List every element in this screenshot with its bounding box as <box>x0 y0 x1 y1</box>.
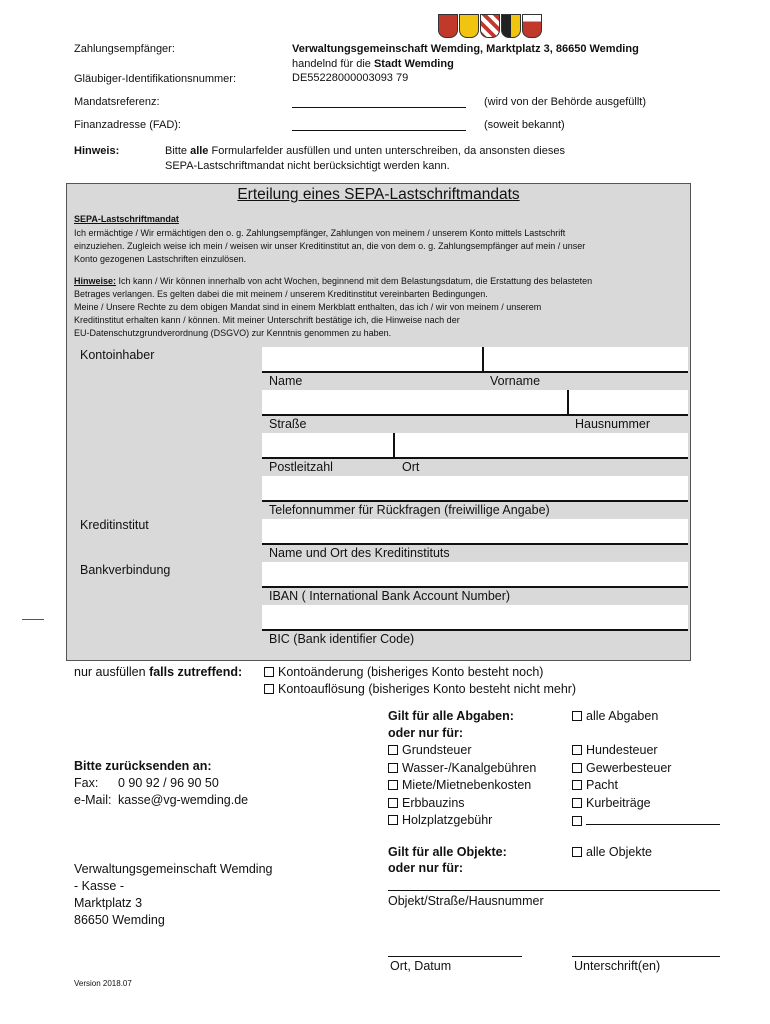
levy-label: Holzplatzgebühr <box>402 813 493 827</box>
bank-name-caption: Name und Ort des Kreditinstituts <box>269 546 450 560</box>
bank-name-input[interactable] <box>262 519 688 545</box>
levies-heading: Gilt für alle Abgaben: <box>388 709 514 723</box>
tax-address-field[interactable] <box>292 130 466 131</box>
place-date-caption: Ort, Datum <box>390 959 452 973</box>
account-close-label: Kontoauflösung (bisheriges Konto besteht nicht mehr) <box>278 682 577 696</box>
levy-label: Wasser-/Kanalgebühren <box>402 760 537 775</box>
crest-4-icon <box>501 14 521 38</box>
bank-heading: Kreditinstitut <box>80 518 149 532</box>
levy-label: Pacht <box>586 778 618 792</box>
address-line-4: 86650 Wemding <box>74 913 165 927</box>
creditor-id-label: Gläubiger-Identifikationsnummer: <box>74 73 237 85</box>
levy-checkbox[interactable] <box>572 780 582 790</box>
levy-checkbox[interactable] <box>388 815 398 825</box>
fax-label: Fax: <box>74 776 99 790</box>
para1-line-3: Konto gezogenen Lastschriften einzulösen. <box>74 254 247 264</box>
postcode-caption: Postleitzahl <box>269 460 333 474</box>
objects-heading: Gilt für alle Objekte: <box>388 845 507 859</box>
option-account-change[interactable] <box>264 665 543 679</box>
account-change-checkbox[interactable] <box>264 667 274 677</box>
crest-5-icon <box>522 14 542 38</box>
creditor-id-value: DE55228000003093 79 <box>292 72 409 84</box>
street-separator <box>567 390 569 414</box>
crest-2-icon <box>459 14 479 38</box>
para1-line-2: einzuziehen. Zugleich weise ich mein / weisen wir unser Kreditinstitut an, die von dem o. g. Zahlungsempfänger auf mein / unser <box>74 241 586 251</box>
postcode-city-input[interactable] <box>262 433 688 459</box>
levy-label: Gewerbesteuer <box>586 760 672 775</box>
crest-3-icon <box>480 14 500 38</box>
iban-caption: IBAN ( International Bank Account Number) <box>269 589 511 603</box>
levy-checkbox[interactable] <box>388 780 398 790</box>
object-input[interactable] <box>388 890 720 891</box>
fax-value: 0 90 92 / 96 90 50 <box>118 776 219 790</box>
levy-label: Hundesteuer <box>586 743 658 757</box>
levy-option[interactable] <box>388 742 536 760</box>
on-behalf-line <box>292 58 454 70</box>
levy-checkbox[interactable] <box>572 763 582 773</box>
account-holder-heading: Kontoinhaber <box>80 348 155 362</box>
address-line-2: - Kasse - <box>74 879 125 893</box>
house-number-caption: Hausnummer <box>575 417 651 431</box>
recipient-value: Verwaltungsgemeinschaft Wemding, Marktplatz 3, 86650 Wemding <box>292 43 639 55</box>
objects-all-option[interactable] <box>572 845 652 859</box>
para2-line-4: Kreditinstitut erhalten kann / können. Mit meiner Unterschrift bestätige ich, die Hinweise nach der <box>74 315 460 325</box>
objects-all-checkbox[interactable] <box>572 847 582 857</box>
levy-option[interactable] <box>388 812 536 830</box>
hint-rest: Formularfelder ausfüllen und unten unterschreiben, da ansonsten dieses <box>208 145 565 157</box>
para2-line-1 <box>74 275 690 288</box>
tax-address-note: (soweit bekannt) <box>484 119 565 131</box>
mandate-title: Erteilung eines SEPA-Lastschriftmandats <box>237 186 520 203</box>
hint-line-1 <box>165 145 565 157</box>
phone-input[interactable] <box>262 476 688 502</box>
street-caption: Straße <box>269 417 307 431</box>
levy-label: Miete/Mietnebenkosten <box>402 778 532 792</box>
levy-checkbox[interactable] <box>572 798 582 808</box>
account-change-label: Kontoänderung (bisheriges Konto besteht noch) <box>278 665 544 679</box>
postcode-separator <box>393 433 395 457</box>
account-close-checkbox[interactable] <box>264 684 274 694</box>
levy-other-option[interactable] <box>572 812 720 831</box>
on-behalf-prefix: handelnd für die <box>292 58 374 70</box>
return-heading: Bitte zurücksenden an: <box>74 759 212 773</box>
hint-label: Hinweis: <box>74 145 120 157</box>
option-account-close[interactable] <box>264 682 576 696</box>
levy-label: Kurbeiträge <box>586 795 651 810</box>
levy-other-checkbox[interactable] <box>572 816 582 826</box>
levy-checkbox[interactable] <box>388 745 398 755</box>
levy-checkbox[interactable] <box>572 745 582 755</box>
mandate-paragraph-1 <box>74 227 689 266</box>
levy-checkbox[interactable] <box>388 798 398 808</box>
mandate-ref-note: (wird von der Behörde ausgefüllt) <box>484 96 647 108</box>
conditional-label-pre: nur ausfüllen <box>74 665 150 679</box>
iban-input[interactable] <box>262 562 688 588</box>
levy-label: Grundsteuer <box>402 743 472 757</box>
levy-label: Erbbauzins <box>402 795 465 810</box>
levies-only-for: oder nur für: <box>388 726 463 740</box>
para2-line-2: Betrages verlangen. Es gelten dabei die mit meinem / unserem Kreditinstitut vereinbarten Bedingungen. <box>74 289 488 299</box>
bic-caption: BIC (Bank identifier Code) <box>269 632 415 646</box>
conditional-label-bold: falls zutreffend: <box>149 665 243 679</box>
recipient-label: Zahlungsempfänger: <box>74 43 175 55</box>
hint-bold: alle <box>190 145 209 157</box>
crest-1-icon <box>438 14 458 38</box>
fold-mark <box>22 619 44 620</box>
street-input[interactable] <box>262 390 688 416</box>
city-caption: Ort <box>402 460 420 474</box>
hint-pre: Bitte <box>165 145 191 157</box>
address-line-3: Marktplatz 3 <box>74 896 143 910</box>
para2-line-5: EU-Datenschutzgrundverordnung (DSGVO) zur Kenntnis genommen zu haben. <box>74 328 392 338</box>
signature-caption: Unterschrift(en) <box>574 959 661 973</box>
hint-line-2: SEPA-Lastschriftmandat nicht berücksichtigt werden kann. <box>165 160 450 172</box>
levies-right-list <box>572 742 720 831</box>
name-input[interactable] <box>262 347 688 373</box>
mandate-ref-field[interactable] <box>292 107 466 108</box>
return-address <box>74 861 273 929</box>
levies-all-option[interactable] <box>572 709 658 723</box>
levy-option[interactable] <box>572 760 720 778</box>
place-date-input[interactable] <box>388 956 522 957</box>
name-separator <box>482 347 484 371</box>
levies-left-list <box>388 742 536 830</box>
para1-line-1: Ich ermächtige / Wir ermächtigen den o. g. Zahlungsempfänger, Zahlungen von meinem / unserem Konto mittels Lastschrift <box>74 228 566 238</box>
mandate-subtitle: SEPA-Lastschriftmandat <box>74 214 179 224</box>
hints-label: Hinweise: <box>74 276 117 286</box>
conditional-label <box>74 665 242 679</box>
objects-all-label: alle Objekte <box>586 845 653 859</box>
mandate-ref-label: Mandatsreferenz: <box>74 96 160 108</box>
tax-address-label: Finanzadresse (FAD): <box>74 119 181 131</box>
object-caption: Objekt/Straße/Hausnummer <box>388 894 544 908</box>
version-label: Version 2018.07 <box>74 979 132 988</box>
levy-option[interactable] <box>572 777 720 795</box>
email-label: e-Mail: <box>74 793 112 807</box>
para2-line-3: Meine / Unsere Rechte zu dem obigen Mandat sind in einem Merkblatt enthalten, das ich / wir von meinem / unserem <box>74 302 542 312</box>
email-value: kasse@vg-wemding.de <box>118 793 249 807</box>
bic-input[interactable] <box>262 605 688 631</box>
on-behalf-name: Stadt Wemding <box>373 58 454 70</box>
para2-line-1-rest: Ich kann / Wir können innerhalb von acht Wochen, beginnend mit dem Belastungsdatum, die Erstattung des belasteten <box>116 276 593 286</box>
first-name-caption: Vorname <box>490 374 541 388</box>
levy-option[interactable] <box>388 795 536 813</box>
levy-option[interactable] <box>388 760 536 778</box>
levy-other-field[interactable] <box>586 812 720 825</box>
address-line-1: Verwaltungsgemeinschaft Wemding <box>74 862 273 876</box>
levy-option[interactable] <box>388 777 536 795</box>
levy-option[interactable] <box>572 742 720 760</box>
levies-all-label: alle Abgaben <box>586 709 659 723</box>
levies-all-checkbox[interactable] <box>572 711 582 721</box>
levy-option[interactable] <box>572 795 720 813</box>
mandate-paragraph-2 <box>74 275 690 340</box>
phone-caption: Telefonnummer für Rückfragen (freiwillige Angabe) <box>269 503 550 517</box>
name-caption: Name <box>269 374 303 388</box>
objects-only-for: oder nur für: <box>388 861 463 875</box>
bank-connection-heading: Bankverbindung <box>80 563 171 577</box>
levy-checkbox[interactable] <box>388 763 398 773</box>
signature-input[interactable] <box>572 956 720 957</box>
